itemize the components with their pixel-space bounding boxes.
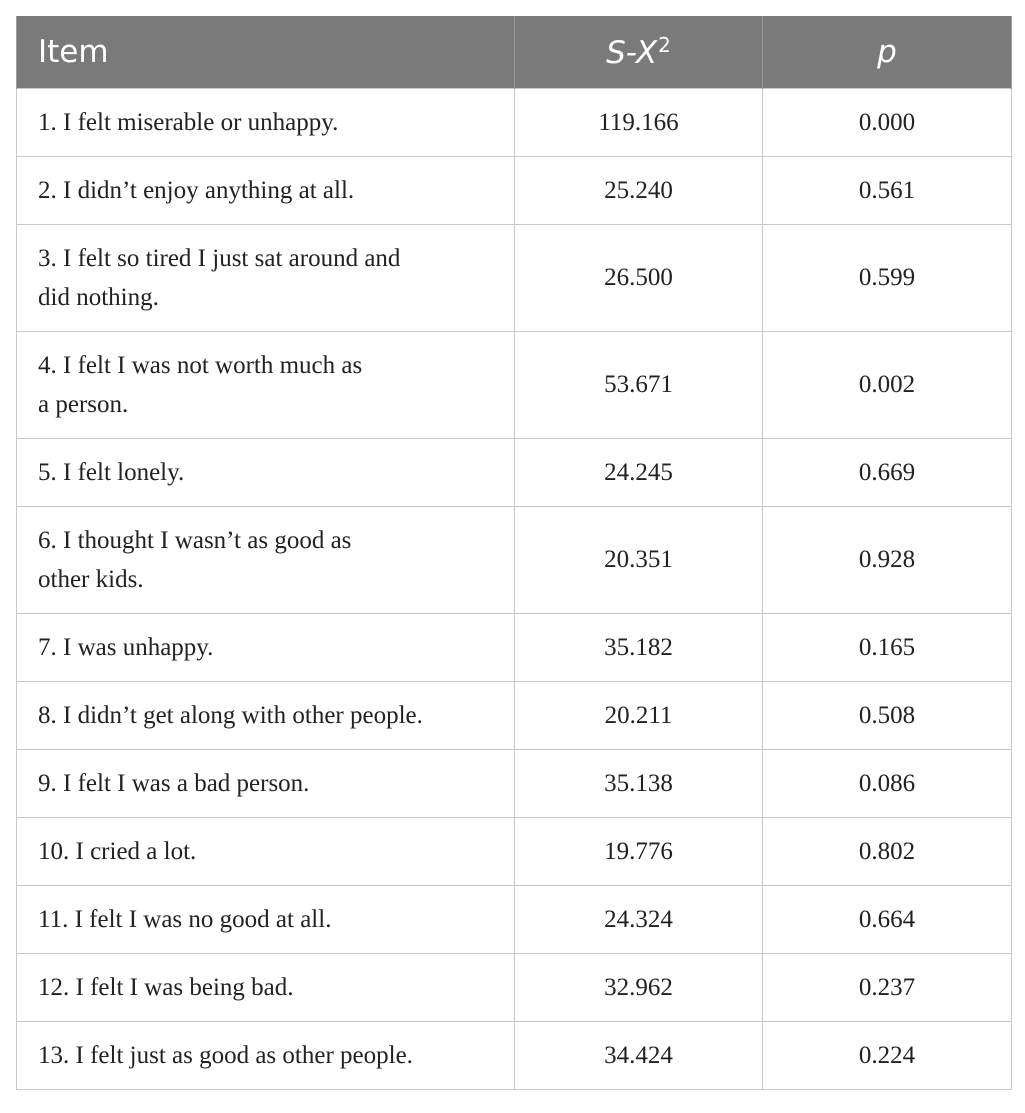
item-cell: 10. I cried a lot. (17, 818, 515, 886)
p-cell: 0.086 (763, 750, 1012, 818)
table-row (17, 750, 1012, 818)
item-cell (17, 507, 515, 614)
item-cell: 1. I felt miserable or unhappy. (17, 89, 515, 157)
item-line-2: a person. (38, 391, 129, 418)
sx2-cell: 34.424 (515, 1022, 763, 1090)
p-cell: 0.165 (763, 614, 1012, 682)
p-cell: 0.508 (763, 682, 1012, 750)
table-row (17, 157, 1012, 225)
table-row (17, 886, 1012, 954)
sx2-cell: 19.776 (515, 818, 763, 886)
header-sx2 (515, 16, 763, 89)
p-cell: 0.224 (763, 1022, 1012, 1090)
p-cell: 0.002 (763, 332, 1012, 439)
table-row (17, 818, 1012, 886)
item-cell: 11. I felt I was no good at all. (17, 886, 515, 954)
sx2-cell: 35.138 (515, 750, 763, 818)
sx2-cell: 119.166 (515, 89, 763, 157)
p-cell: 0.664 (763, 886, 1012, 954)
header-p: p (763, 16, 1012, 89)
p-cell: 0.237 (763, 954, 1012, 1022)
item-cell: 7. I was unhappy. (17, 614, 515, 682)
p-cell: 0.669 (763, 439, 1012, 507)
table-row (17, 682, 1012, 750)
p-cell: 0.802 (763, 818, 1012, 886)
data-table (16, 16, 1012, 1090)
sx2-cell: 25.240 (515, 157, 763, 225)
item-cell: 12. I felt I was being bad. (17, 954, 515, 1022)
sx2-cell: 20.351 (515, 507, 763, 614)
item-cell: 9. I felt I was a bad person. (17, 750, 515, 818)
header-item: Item (17, 16, 515, 89)
item-line-2: did nothing. (38, 284, 159, 311)
header-row (17, 16, 1012, 89)
table-row (17, 439, 1012, 507)
p-cell: 0.599 (763, 225, 1012, 332)
item-cell: 13. I felt just as good as other people. (17, 1022, 515, 1090)
sx2-cell: 24.245 (515, 439, 763, 507)
item-fit-table (16, 16, 1011, 1090)
table-row (17, 614, 1012, 682)
p-cell: 0.928 (763, 507, 1012, 614)
header-sx2-base: S-X (606, 35, 658, 71)
table-row (17, 1022, 1012, 1090)
table-row (17, 332, 1012, 439)
p-cell: 0.561 (763, 157, 1012, 225)
sx2-cell: 26.500 (515, 225, 763, 332)
sx2-cell: 35.182 (515, 614, 763, 682)
header-sx2-superscript: 2 (658, 33, 671, 57)
table-row (17, 954, 1012, 1022)
item-cell: 2. I didn’t enjoy anything at all. (17, 157, 515, 225)
sx2-cell: 32.962 (515, 954, 763, 1022)
table-row (17, 225, 1012, 332)
item-line-2: other kids. (38, 566, 144, 593)
item-cell (17, 225, 515, 332)
sx2-cell: 53.671 (515, 332, 763, 439)
table-row (17, 507, 1012, 614)
item-cell (17, 332, 515, 439)
sx2-cell: 24.324 (515, 886, 763, 954)
p-cell: 0.000 (763, 89, 1012, 157)
table-row (17, 89, 1012, 157)
sx2-cell: 20.211 (515, 682, 763, 750)
item-cell: 5. I felt lonely. (17, 439, 515, 507)
item-line-1: 6. I thought I wasn’t as good as (38, 527, 352, 554)
item-line-1: 3. I felt so tired I just sat around and (38, 245, 401, 272)
item-line-1: 4. I felt I was not worth much as (38, 352, 363, 379)
item-cell: 8. I didn’t get along with other people. (17, 682, 515, 750)
